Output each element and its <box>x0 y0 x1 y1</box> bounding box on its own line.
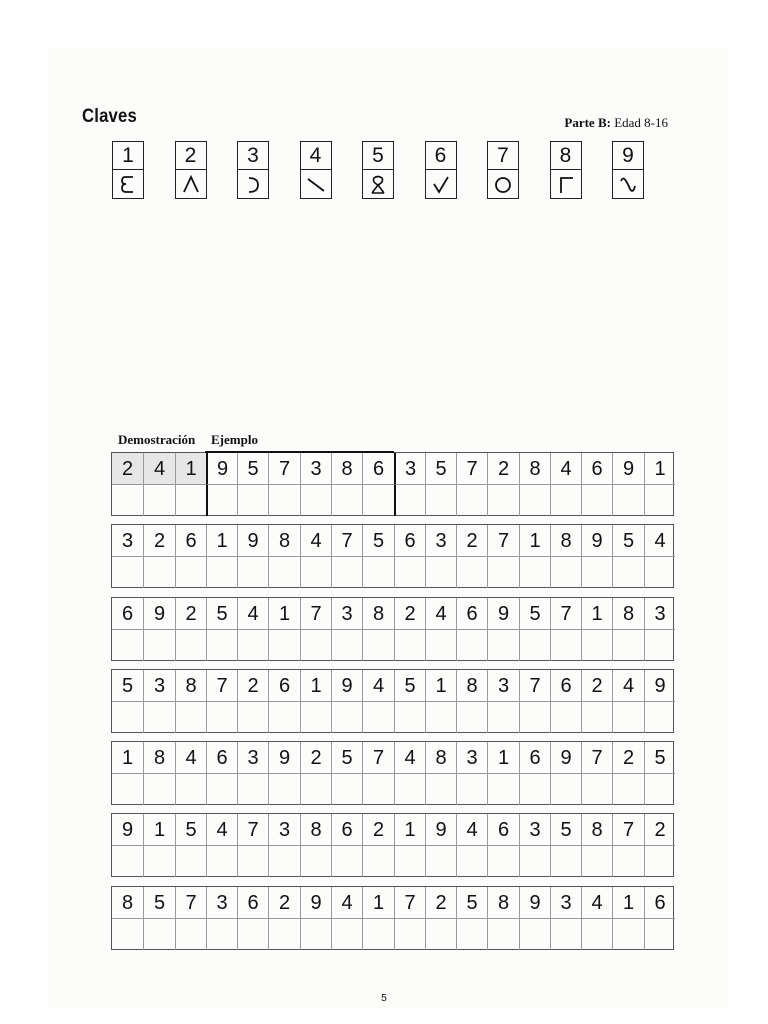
digit-cell: 4 <box>143 453 175 485</box>
digit-cell: 9 <box>550 742 581 774</box>
digit-cell: 9 <box>644 670 675 702</box>
digit-cell: 1 <box>519 525 550 557</box>
digit-cell: 2 <box>268 887 300 919</box>
answer-cell[interactable] <box>175 485 206 516</box>
digit-cell: 3 <box>456 742 487 774</box>
answer-cell[interactable] <box>550 485 581 516</box>
answer-cell[interactable] <box>644 485 675 516</box>
answer-cell[interactable] <box>456 630 487 661</box>
answer-cell[interactable] <box>175 846 206 877</box>
answer-cell[interactable] <box>300 919 331 950</box>
answer-cell[interactable] <box>112 557 143 588</box>
digit-cell: 5 <box>112 670 143 702</box>
digit-cell: 9 <box>268 742 300 774</box>
answer-cell[interactable] <box>612 919 644 950</box>
answer-cell[interactable] <box>206 702 237 733</box>
digit-cell: 3 <box>394 453 425 485</box>
answer-cell[interactable] <box>143 557 175 588</box>
answer-cell[interactable] <box>456 485 487 516</box>
answer-cell[interactable] <box>237 630 268 661</box>
answer-cell[interactable] <box>143 702 175 733</box>
digit-cell: 9 <box>487 598 519 630</box>
grid-row <box>111 669 674 733</box>
digit-cell: 3 <box>550 887 581 919</box>
answer-cell[interactable] <box>300 557 331 588</box>
digit-cell: 8 <box>268 525 300 557</box>
answer-cell[interactable] <box>519 919 550 950</box>
digit-cell: 7 <box>519 670 550 702</box>
answer-cell[interactable] <box>644 630 675 661</box>
digit-cell: 5 <box>456 887 487 919</box>
digit-cell: 1 <box>206 525 237 557</box>
digit-cell: 9 <box>425 814 456 846</box>
answer-cell[interactable] <box>362 485 394 516</box>
answer-cell[interactable] <box>331 702 362 733</box>
answer-cell[interactable] <box>644 557 675 588</box>
key-8 <box>550 141 582 199</box>
example-bracket <box>205 451 394 453</box>
answer-cell[interactable] <box>237 702 268 733</box>
answer-cell[interactable] <box>456 557 487 588</box>
answer-cell[interactable] <box>175 557 206 588</box>
reverse-c-symbol <box>238 170 268 198</box>
key-6 <box>425 141 457 199</box>
answer-cell[interactable] <box>487 702 519 733</box>
digit-cell: 2 <box>612 742 644 774</box>
answer-cell[interactable] <box>268 774 300 805</box>
digit-cell: 4 <box>362 670 394 702</box>
digit-cell: 4 <box>331 887 362 919</box>
digit-cell: 1 <box>112 742 143 774</box>
digit-cell: 3 <box>300 453 331 485</box>
digit-cell: 4 <box>456 814 487 846</box>
answer-cell[interactable] <box>331 485 362 516</box>
answer-cell[interactable] <box>175 702 206 733</box>
digit-cell: 6 <box>331 814 362 846</box>
digit-cell: 6 <box>519 742 550 774</box>
answer-cell[interactable] <box>581 702 612 733</box>
answer-cell[interactable] <box>331 919 362 950</box>
answer-cell[interactable] <box>644 919 675 950</box>
answer-cell[interactable] <box>394 557 425 588</box>
answer-cell[interactable] <box>394 485 425 516</box>
answer-cell[interactable] <box>394 630 425 661</box>
key-digit: 5 <box>363 142 393 170</box>
digit-cell: 2 <box>112 453 143 485</box>
answer-cell[interactable] <box>143 919 175 950</box>
answer-cell[interactable] <box>519 702 550 733</box>
answer-cell[interactable] <box>581 630 612 661</box>
digit-cell: 8 <box>456 670 487 702</box>
answer-cell[interactable] <box>300 774 331 805</box>
checkmark-symbol <box>426 170 456 198</box>
key-digit: 1 <box>113 142 143 170</box>
digit-cell: 3 <box>644 598 675 630</box>
key-4 <box>300 141 332 199</box>
digit-cell: 7 <box>394 887 425 919</box>
answer-cell[interactable] <box>550 557 581 588</box>
answer-cell[interactable] <box>581 919 612 950</box>
digit-cell: 1 <box>581 598 612 630</box>
digit-cell: 1 <box>268 598 300 630</box>
digit-cell: 2 <box>644 814 675 846</box>
answer-cell[interactable] <box>268 846 300 877</box>
answer-cell[interactable] <box>362 774 394 805</box>
digit-cell: 9 <box>519 887 550 919</box>
answer-cell[interactable] <box>612 846 644 877</box>
digit-cell: 3 <box>143 670 175 702</box>
answer-cell[interactable] <box>487 774 519 805</box>
wave-symbol <box>613 170 643 198</box>
digit-cell: 7 <box>331 525 362 557</box>
digit-cell: 5 <box>519 598 550 630</box>
digit-cell: 6 <box>112 598 143 630</box>
answer-cell[interactable] <box>362 702 394 733</box>
answer-cell[interactable] <box>268 557 300 588</box>
digit-cell: 1 <box>175 453 206 485</box>
answer-cell[interactable] <box>112 919 143 950</box>
key-digit: 2 <box>176 142 206 170</box>
digit-cell: 1 <box>425 670 456 702</box>
backslash-symbol <box>301 170 331 198</box>
digit-cell: 5 <box>143 887 175 919</box>
digit-cell: 7 <box>362 742 394 774</box>
digit-cell: 4 <box>206 814 237 846</box>
key-5 <box>362 141 394 199</box>
digit-cell: 8 <box>300 814 331 846</box>
digit-cell: 8 <box>112 887 143 919</box>
answer-cell[interactable] <box>112 774 143 805</box>
answer-cell[interactable] <box>331 630 362 661</box>
digit-cell: 4 <box>425 598 456 630</box>
digit-cell: 3 <box>519 814 550 846</box>
digit-cell: 1 <box>300 670 331 702</box>
answer-cell[interactable] <box>300 630 331 661</box>
digit-cell: 5 <box>550 814 581 846</box>
digit-cell: 8 <box>425 742 456 774</box>
digit-cell: 5 <box>612 525 644 557</box>
answer-cell[interactable] <box>362 630 394 661</box>
epsilon-symbol <box>113 170 143 198</box>
grid-row <box>111 597 674 661</box>
digit-cell: 6 <box>175 525 206 557</box>
answer-cell[interactable] <box>143 774 175 805</box>
digit-cell: 4 <box>394 742 425 774</box>
answer-cell[interactable] <box>206 557 237 588</box>
answer-cell[interactable] <box>487 846 519 877</box>
digit-cell: 2 <box>456 525 487 557</box>
answer-cell[interactable] <box>581 774 612 805</box>
answer-cell[interactable] <box>143 846 175 877</box>
part-age: Edad 8-16 <box>614 115 668 130</box>
answer-cell[interactable] <box>175 630 206 661</box>
digit-cell: 8 <box>362 598 394 630</box>
answer-cell[interactable] <box>425 919 456 950</box>
key-digit: 3 <box>238 142 268 170</box>
answer-cell[interactable] <box>581 846 612 877</box>
demo-label: Demostración <box>118 432 196 447</box>
digit-cell: 6 <box>456 598 487 630</box>
part-label <box>564 115 668 131</box>
answer-cell[interactable] <box>487 485 519 516</box>
answer-cell[interactable] <box>644 702 675 733</box>
corner-symbol <box>551 170 581 198</box>
digit-cell: 8 <box>175 670 206 702</box>
digit-cell: 3 <box>425 525 456 557</box>
digit-cell: 8 <box>550 525 581 557</box>
digit-cell: 6 <box>206 742 237 774</box>
digit-cell: 6 <box>394 525 425 557</box>
digit-cell: 7 <box>237 814 268 846</box>
digit-cell: 8 <box>331 453 362 485</box>
answer-cell[interactable] <box>519 557 550 588</box>
digit-cell: 3 <box>487 670 519 702</box>
digit-cell: 1 <box>143 814 175 846</box>
answer-cell[interactable] <box>362 919 394 950</box>
key-digit: 4 <box>301 142 331 170</box>
key-digit: 7 <box>488 142 518 170</box>
answer-cell[interactable] <box>487 630 519 661</box>
answer-cell[interactable] <box>394 919 425 950</box>
grid-row <box>111 524 674 588</box>
answer-cell[interactable] <box>644 774 675 805</box>
answer-cell[interactable] <box>581 557 612 588</box>
answer-cell[interactable] <box>268 702 300 733</box>
circle-symbol <box>488 170 518 198</box>
key-9 <box>612 141 644 199</box>
digit-cell: 9 <box>612 453 644 485</box>
digit-cell: 5 <box>425 453 456 485</box>
answer-cell[interactable] <box>206 846 237 877</box>
answer-cell[interactable] <box>237 919 268 950</box>
digit-cell: 2 <box>394 598 425 630</box>
answer-cell[interactable] <box>612 557 644 588</box>
answer-cell[interactable] <box>112 846 143 877</box>
answer-cell[interactable] <box>456 774 487 805</box>
answer-cell[interactable] <box>362 846 394 877</box>
digit-cell: 2 <box>425 887 456 919</box>
answer-cell[interactable] <box>425 846 456 877</box>
digit-cell: 3 <box>268 814 300 846</box>
answer-cell[interactable] <box>268 630 300 661</box>
digit-cell: 1 <box>644 453 675 485</box>
answer-cell[interactable] <box>550 774 581 805</box>
answer-cell[interactable] <box>175 774 206 805</box>
digit-cell: 4 <box>237 598 268 630</box>
answer-cell[interactable] <box>143 630 175 661</box>
digit-cell: 4 <box>175 742 206 774</box>
answer-cell[interactable] <box>237 557 268 588</box>
key-digit: 9 <box>613 142 643 170</box>
digit-cell: 5 <box>206 598 237 630</box>
digit-cell: 2 <box>237 670 268 702</box>
digit-cell: 6 <box>644 887 675 919</box>
digit-cell: 7 <box>487 525 519 557</box>
digit-cell: 5 <box>237 453 268 485</box>
digit-cell: 6 <box>362 453 394 485</box>
answer-cell[interactable] <box>425 557 456 588</box>
answer-cell[interactable] <box>268 485 300 516</box>
answer-cell[interactable] <box>612 630 644 661</box>
grid-row <box>111 452 674 516</box>
digit-cell: 7 <box>456 453 487 485</box>
key-digit: 8 <box>551 142 581 170</box>
digit-cell: 7 <box>550 598 581 630</box>
digit-cell: 5 <box>644 742 675 774</box>
answer-cell[interactable] <box>456 919 487 950</box>
answer-cell[interactable] <box>394 846 425 877</box>
part-name: Parte B: <box>564 115 611 130</box>
answer-cell[interactable] <box>143 485 175 516</box>
digit-cell: 3 <box>237 742 268 774</box>
answer-cell[interactable] <box>112 485 143 516</box>
digit-cell: 8 <box>143 742 175 774</box>
digit-cell: 6 <box>487 814 519 846</box>
grid-row <box>111 886 674 950</box>
digit-cell: 7 <box>268 453 300 485</box>
answer-cell[interactable] <box>519 774 550 805</box>
key-7 <box>487 141 519 199</box>
answer-cell[interactable] <box>519 485 550 516</box>
digit-cell: 9 <box>112 814 143 846</box>
answer-cell[interactable] <box>331 774 362 805</box>
digit-cell: 4 <box>581 887 612 919</box>
answer-cell[interactable] <box>612 485 644 516</box>
digit-cell: 7 <box>175 887 206 919</box>
digit-cell: 9 <box>206 453 237 485</box>
digit-cell: 6 <box>550 670 581 702</box>
digit-cell: 8 <box>519 453 550 485</box>
digit-cell: 4 <box>644 525 675 557</box>
digit-cell: 6 <box>581 453 612 485</box>
digit-cell: 5 <box>175 814 206 846</box>
answer-cell[interactable] <box>112 702 143 733</box>
key-3 <box>237 141 269 199</box>
digit-cell: 8 <box>612 598 644 630</box>
grid-row <box>111 741 674 805</box>
ribbon-symbol <box>363 170 393 198</box>
answer-cell[interactable] <box>581 485 612 516</box>
digit-cell: 8 <box>487 887 519 919</box>
answer-cell[interactable] <box>425 702 456 733</box>
answer-cell[interactable] <box>519 846 550 877</box>
answer-cell[interactable] <box>112 630 143 661</box>
answer-cell[interactable] <box>362 557 394 588</box>
answer-cell[interactable] <box>268 919 300 950</box>
digit-cell: 1 <box>487 742 519 774</box>
key-1 <box>112 141 144 199</box>
answer-cell[interactable] <box>331 557 362 588</box>
digit-cell: 2 <box>300 742 331 774</box>
answer-cell[interactable] <box>425 485 456 516</box>
answer-cell[interactable] <box>206 630 237 661</box>
digit-cell: 7 <box>300 598 331 630</box>
grid-row <box>111 813 674 877</box>
answer-cell[interactable] <box>456 846 487 877</box>
example-label: Ejemplo <box>211 432 258 447</box>
caret-symbol <box>176 170 206 198</box>
digit-cell: 2 <box>487 453 519 485</box>
digit-cell: 9 <box>300 887 331 919</box>
digit-cell: 4 <box>550 453 581 485</box>
digit-cell: 5 <box>394 670 425 702</box>
digit-cell: 3 <box>112 525 143 557</box>
answer-cell[interactable] <box>612 774 644 805</box>
answer-cell[interactable] <box>612 702 644 733</box>
answer-cell[interactable] <box>206 774 237 805</box>
digit-cell: 5 <box>362 525 394 557</box>
answer-cell[interactable] <box>237 485 268 516</box>
answer-cell[interactable] <box>237 846 268 877</box>
answer-cell[interactable] <box>550 919 581 950</box>
answer-cell[interactable] <box>550 846 581 877</box>
digit-cell: 3 <box>331 598 362 630</box>
key-2 <box>175 141 207 199</box>
digit-cell: 1 <box>612 887 644 919</box>
answer-cell[interactable] <box>206 919 237 950</box>
digit-cell: 1 <box>362 887 394 919</box>
answer-cell[interactable] <box>425 774 456 805</box>
answer-cell[interactable] <box>300 485 331 516</box>
digit-cell: 5 <box>331 742 362 774</box>
answer-cell[interactable] <box>487 919 519 950</box>
page-number: 5 <box>381 993 387 1004</box>
answer-cell[interactable] <box>550 630 581 661</box>
digit-cell: 7 <box>612 814 644 846</box>
digit-cell: 9 <box>331 670 362 702</box>
digit-cell: 1 <box>394 814 425 846</box>
answer-cell[interactable] <box>300 702 331 733</box>
answer-cell[interactable] <box>519 630 550 661</box>
answer-cell[interactable] <box>237 774 268 805</box>
page-title: Claves <box>82 106 137 127</box>
digit-cell: 4 <box>300 525 331 557</box>
answer-cell[interactable] <box>425 630 456 661</box>
answer-cell[interactable] <box>394 774 425 805</box>
digit-cell: 2 <box>175 598 206 630</box>
answer-cell[interactable] <box>550 702 581 733</box>
digit-cell: 2 <box>362 814 394 846</box>
answer-cell[interactable] <box>456 702 487 733</box>
answer-cell[interactable] <box>331 846 362 877</box>
digit-cell: 7 <box>206 670 237 702</box>
answer-cell[interactable] <box>394 702 425 733</box>
answer-cell[interactable] <box>300 846 331 877</box>
digit-cell: 8 <box>581 814 612 846</box>
answer-cell[interactable] <box>175 919 206 950</box>
digit-cell: 6 <box>268 670 300 702</box>
digit-cell: 7 <box>581 742 612 774</box>
digit-cell: 9 <box>143 598 175 630</box>
digit-cell: 4 <box>612 670 644 702</box>
digit-cell: 2 <box>581 670 612 702</box>
answer-cell[interactable] <box>206 485 237 516</box>
digit-cell: 9 <box>237 525 268 557</box>
answer-cell[interactable] <box>644 846 675 877</box>
digit-cell: 6 <box>237 887 268 919</box>
key-digit: 6 <box>426 142 456 170</box>
answer-cell[interactable] <box>487 557 519 588</box>
digit-cell: 9 <box>581 525 612 557</box>
digit-cell: 3 <box>206 887 237 919</box>
digit-cell: 2 <box>143 525 175 557</box>
